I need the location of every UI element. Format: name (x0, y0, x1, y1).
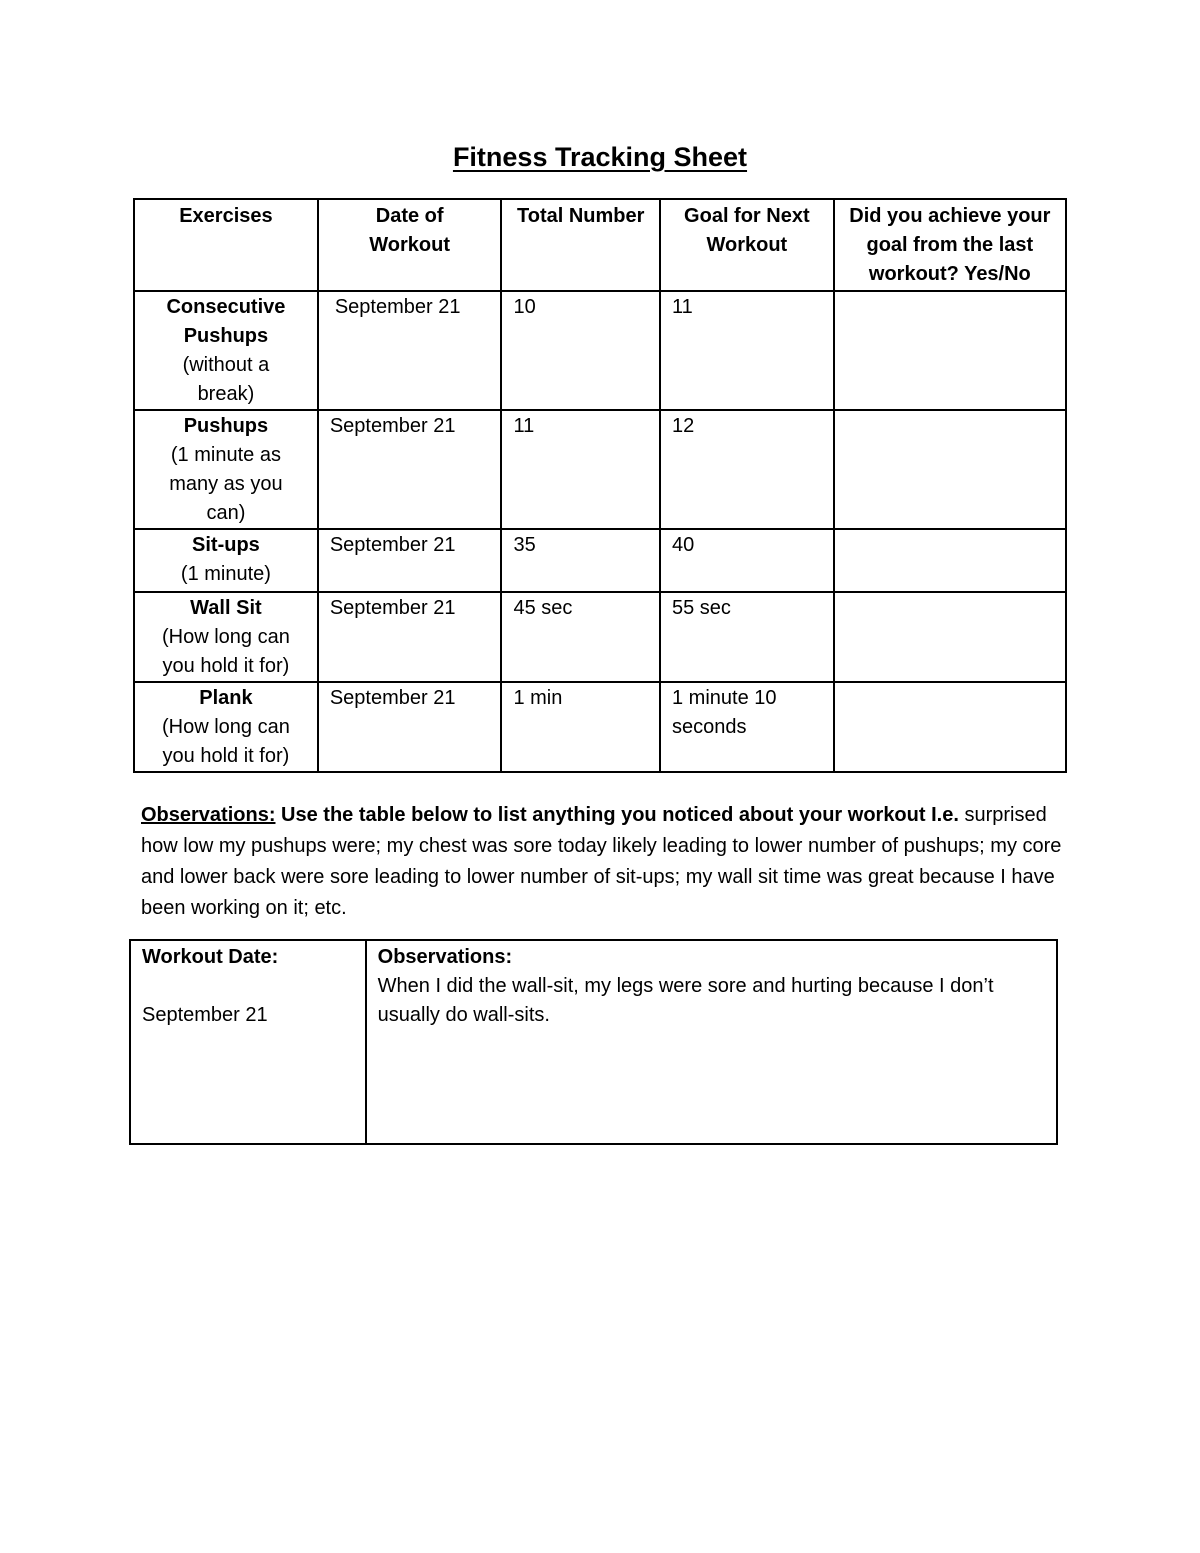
exercise-cell (134, 592, 318, 682)
exercise-name: Plank (199, 687, 253, 709)
total-cell: 10 (501, 291, 660, 410)
table-row (134, 529, 1066, 592)
exercise-note: (How long can you hold it for) (162, 626, 290, 677)
exercise-note: (How long can you hold it for) (162, 716, 290, 767)
total-cell: 1 min (501, 682, 660, 772)
total-cell: 11 (501, 410, 660, 529)
goal-cell: 55 sec (660, 592, 834, 682)
exercise-name: Sit-ups (192, 534, 260, 556)
workout-date-value: September 21 (142, 1004, 268, 1026)
observations-row (130, 940, 1057, 1144)
exercise-note: (1 minute as many as you can) (169, 444, 283, 524)
total-cell: 45 sec (501, 592, 660, 682)
observations-cell (366, 940, 1057, 1144)
exercise-name: Pushups (183, 415, 269, 437)
exercise-name: Wall Sit (190, 597, 262, 619)
observations-examples: surprised how low my pushups were; my chest was sore today likely leading to lower number of pushups; my core and lower back were sore leading to lower number of sit-ups; my wall sit time was great because I have been working on it; etc. (141, 804, 1062, 919)
observations-text: When I did the wall-sit, my legs were sore and hurting because I don’t usually do wall-sits. (377, 975, 994, 1026)
date-cell: September 21 (318, 410, 502, 529)
observations-intro (141, 800, 1071, 924)
observations-label: Observations: (141, 804, 276, 826)
goal-cell: 12 (660, 410, 834, 529)
page-title: Fitness Tracking Sheet (452, 142, 748, 172)
workout-date-label: Workout Date: (142, 946, 279, 968)
observations-instruction: Use the table below to list anything you noticed about your workout I.e. (281, 804, 959, 826)
achieved-cell (834, 682, 1066, 772)
exercise-note: (without a break) (182, 354, 270, 405)
header-exercises: Exercises (134, 199, 318, 291)
exercise-cell (134, 529, 318, 592)
header-goal: Goal for Next Workout (660, 199, 834, 291)
goal-cell: 1 minute 10 seconds (660, 682, 834, 772)
observations-cell-label: Observations: (377, 946, 513, 968)
date-cell: September 21 (318, 592, 502, 682)
total-cell: 35 (501, 529, 660, 592)
goal-cell: 11 (660, 291, 834, 410)
achieved-cell (834, 529, 1066, 592)
header-achieved: Did you achieve your goal from the last workout? Yes/No (834, 199, 1066, 291)
table-row (134, 291, 1066, 410)
table-row (134, 410, 1066, 529)
header-date: Date of Workout (318, 199, 502, 291)
exercise-cell (134, 682, 318, 772)
achieved-cell (834, 592, 1066, 682)
date-cell: September 21 (318, 291, 502, 410)
header-total: Total Number (501, 199, 660, 291)
observations-table (129, 939, 1058, 1145)
exercise-note: (1 minute) (180, 563, 271, 585)
table-row (134, 592, 1066, 682)
goal-cell: 40 (660, 529, 834, 592)
date-cell: September 21 (318, 529, 502, 592)
exercise-cell (134, 410, 318, 529)
exercise-cell (134, 291, 318, 410)
achieved-cell (834, 291, 1066, 410)
achieved-cell (834, 410, 1066, 529)
exercise-name: Consecutive Pushups (166, 296, 286, 347)
date-cell: September 21 (318, 682, 502, 772)
header-row (134, 199, 1066, 291)
workout-date-cell (130, 940, 366, 1144)
fitness-table (133, 198, 1067, 773)
table-row (134, 682, 1066, 772)
